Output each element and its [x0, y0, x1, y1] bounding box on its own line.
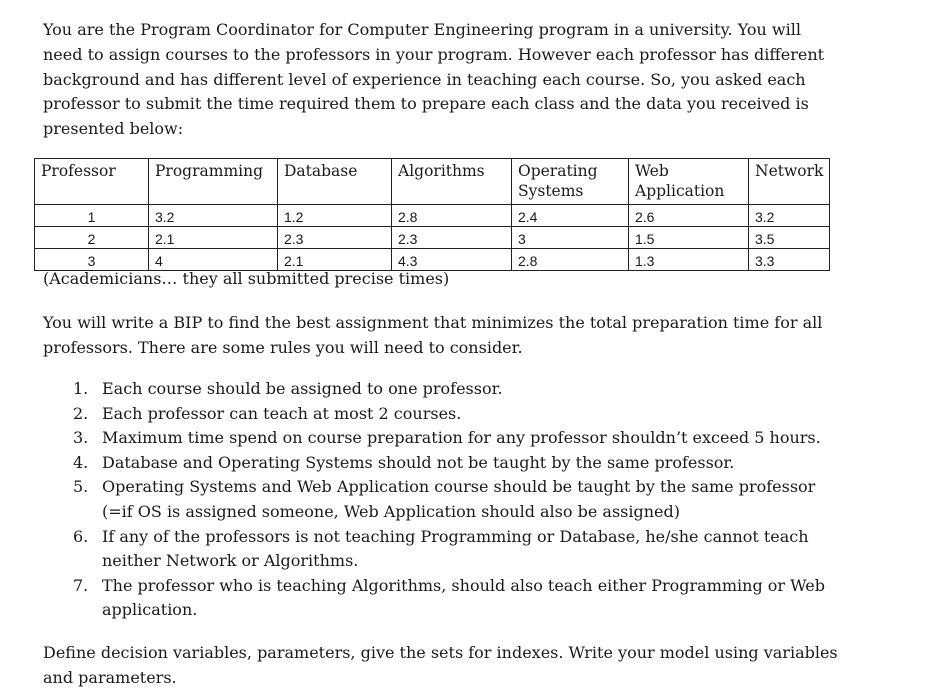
- table-header-row: [35, 159, 830, 205]
- cell-operating-systems: 2.8: [512, 249, 629, 271]
- header-database: Database: [278, 159, 392, 205]
- header-algorithms: Algorithms: [392, 159, 512, 205]
- rule-number: 5.: [73, 477, 89, 497]
- cell-professor: 3: [35, 249, 149, 271]
- header-network: Network: [749, 159, 830, 205]
- list-item: [68, 377, 828, 402]
- cell-algorithms: 2.8: [392, 205, 512, 227]
- list-item: [68, 525, 828, 574]
- cell-programming: 2.1: [149, 227, 278, 249]
- cell-web-application: 2.6: [629, 205, 749, 227]
- rule-text: Each professor can teach at most 2 courses.: [102, 403, 462, 423]
- cell-database: 1.2: [278, 205, 392, 227]
- rule-text: Database and Operating Systems should not be taught by the same professor.: [102, 452, 735, 472]
- cell-database: 2.1: [278, 249, 392, 271]
- list-item: [68, 574, 828, 623]
- rule-text: If any of the professors is not teaching Programming or Database, he/she cannot teach neither Network or Algorithms.: [102, 526, 809, 571]
- list-item: [68, 475, 828, 524]
- table-row: [35, 205, 830, 227]
- table-row: [35, 227, 830, 249]
- rule-text: Maximum time spend on course preparation for any professor shouldn’t exceed 5 hours.: [102, 428, 821, 448]
- rule-number: 3.: [73, 428, 89, 448]
- preparation-time-table: [34, 158, 830, 271]
- rule-number: 4.: [73, 452, 89, 472]
- header-web-application: Web Application: [629, 159, 749, 205]
- rule-number: 7.: [73, 575, 89, 595]
- cell-professor: 2: [35, 227, 149, 249]
- rule-number: 1.: [73, 379, 89, 398]
- rules-list: [68, 377, 828, 623]
- cell-operating-systems: 2.4: [512, 205, 629, 227]
- list-item: [68, 451, 828, 476]
- list-item: [68, 402, 828, 427]
- cell-professor: 1: [35, 205, 149, 227]
- cell-network: 3.5: [749, 227, 830, 249]
- cell-network: 3.2: [749, 205, 830, 227]
- intro-paragraph: You are the Program Coordinator for Computer Engineering program in a university. You will need to assign courses to the professors in your program. However each professor has different background and has different level of experience in teaching each course. So, you asked each professor to submit the time required them to prepare each class and the data you received is presented below:: [43, 20, 825, 139]
- header-programming: Programming: [149, 159, 278, 205]
- cell-web-application: 1.5: [629, 227, 749, 249]
- cell-operating-systems: 3: [512, 227, 629, 249]
- bip-paragraph: You will write a BIP to find the best assignment that minimizes the total preparation time for all professors. There are some rules you will need to consider.: [43, 313, 823, 357]
- cell-programming: 3.2: [149, 205, 278, 227]
- header-operating-systems: Operating Systems: [512, 159, 629, 205]
- table-row: [35, 249, 830, 271]
- rule-number: 6.: [73, 526, 89, 546]
- cell-algorithms: 2.3: [392, 227, 512, 249]
- cell-database: 2.3: [278, 227, 392, 249]
- task-paragraph: Define decision variables, parameters, give the sets for indexes. Write your model using variables and parameters.: [43, 643, 838, 687]
- rule-text: Each course should be assigned to one professor.: [102, 379, 503, 398]
- cell-web-application: 1.3: [629, 249, 749, 271]
- header-professor: Professor: [35, 159, 149, 205]
- rule-text: The professor who is teaching Algorithms, should also teach either Programming or Web application.: [102, 575, 826, 620]
- cell-algorithms: 4.3: [392, 249, 512, 271]
- rule-text: Operating Systems and Web Application course should be taught by the same professor (=if OS is assigned someone, Web Application should also be assigned): [102, 477, 816, 521]
- table-note: (Academicians… they all submitted precise times): [43, 269, 450, 288]
- list-item: [68, 426, 828, 451]
- cell-network: 3.3: [749, 249, 830, 271]
- rule-number: 2.: [73, 403, 89, 423]
- cell-programming: 4: [149, 249, 278, 271]
